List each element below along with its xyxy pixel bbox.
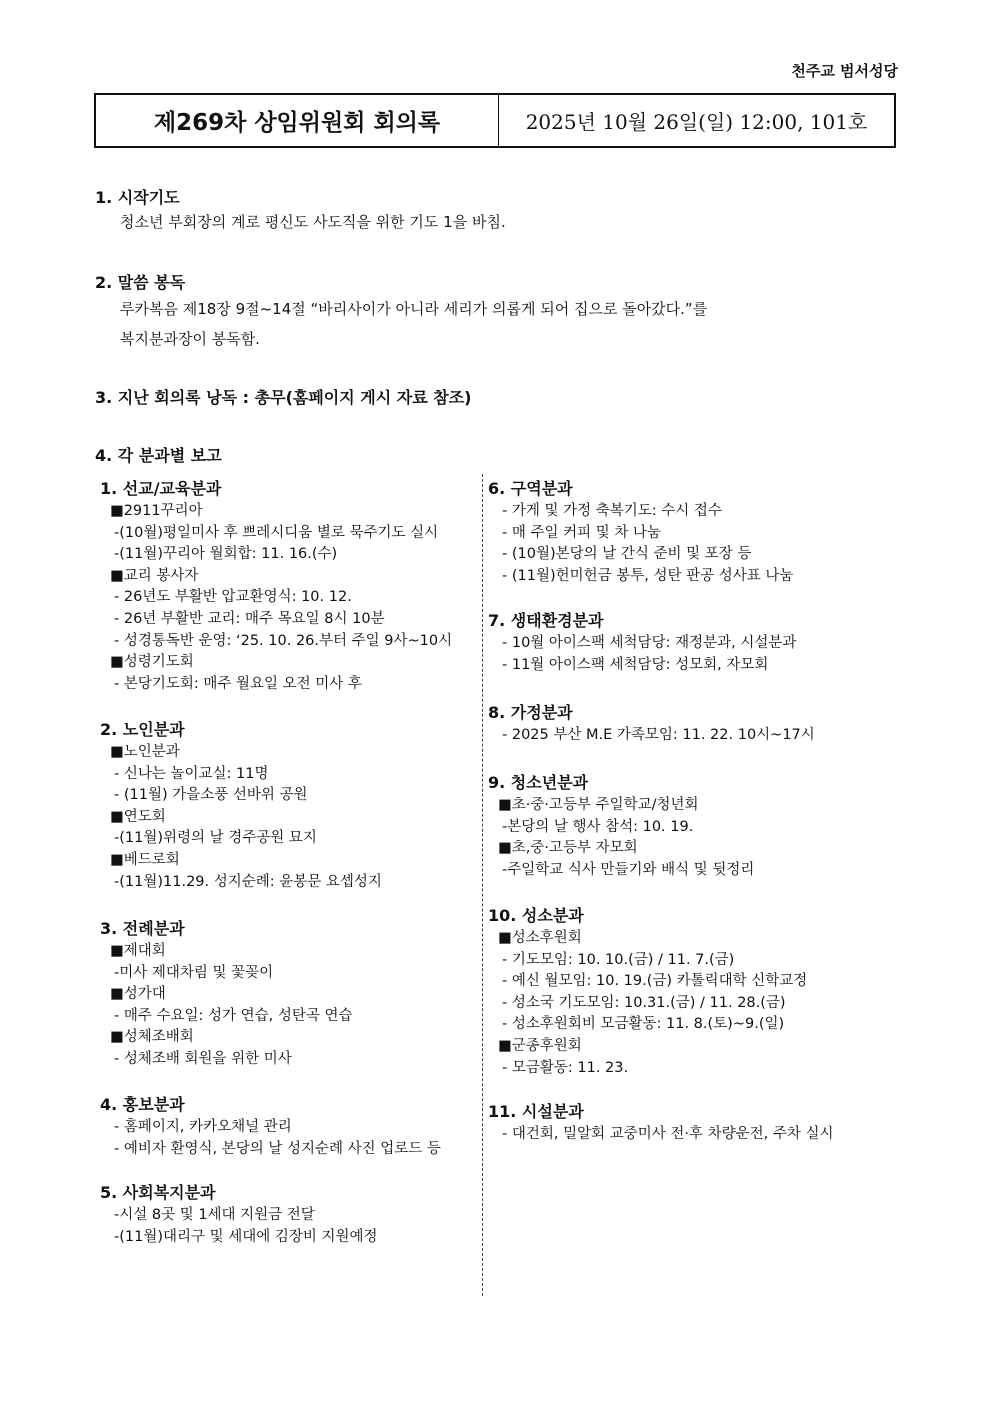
- report-item: - 가게 및 가정 축복기도: 수시 접수: [502, 503, 722, 519]
- section-heading: 8. 가정분과: [488, 703, 573, 722]
- subgroup-label: ■성체조배회: [110, 1029, 194, 1046]
- report-item: - 신나는 놀이교실: 11명: [114, 765, 269, 782]
- report-item: - 매주 수요일: 성가 연습, 성탄곡 연습: [114, 1007, 353, 1024]
- report-section: [488, 1101, 872, 1146]
- subgroup-label: ■성령기도회: [110, 654, 194, 671]
- report-section: [488, 702, 815, 747]
- report-item: - 모금활동: 11. 23.: [502, 1059, 629, 1076]
- subgroup-label: ■노인분과: [110, 744, 180, 760]
- report-item: -시설 8곳 및 1세대 지원금 전달: [114, 1207, 315, 1223]
- report-section: [488, 478, 793, 587]
- section-heading: 4. 홍보분과: [100, 1095, 185, 1114]
- report-section: [100, 918, 352, 1071]
- subgroup-label: ■초·중·고등부 주일학교/청년회: [498, 797, 699, 813]
- report-item: - 예신 월모임: 10. 19.(금) 카톨릭대학 신학교정: [502, 973, 808, 990]
- agenda-heading: 1. 시작기도: [95, 188, 180, 207]
- report-item: -미사 제대차림 및 꽃꽂이: [114, 964, 274, 981]
- subgroup-label: ■성가대: [110, 986, 166, 1003]
- column-divider: [482, 474, 483, 1296]
- report-item: - 11월 아이스팩 세척담당: 성모회, 자모회: [502, 656, 769, 673]
- report-item: -(10월)평일미사 후 쁘레시디움 별로 묵주기도 실시: [114, 524, 439, 541]
- report-item: - 성체조배 회원을 위한 미사: [114, 1050, 292, 1067]
- report-section: [488, 610, 796, 676]
- subgroup-label: ■제대회: [110, 943, 166, 959]
- report-item: - 26년도 부활반 압교환영식: 10. 12.: [114, 589, 352, 606]
- report-section: [100, 719, 382, 893]
- section-heading: 1. 선교/교육분과: [100, 479, 222, 498]
- report-section: [100, 1094, 441, 1160]
- section-heading: 3. 전례분과: [100, 919, 185, 938]
- agenda-heading: 2. 말씀 봉독: [95, 273, 186, 292]
- report-item: - 기도모임: 10. 10.(금) / 11. 7.(금): [502, 951, 735, 968]
- report-section: [488, 905, 807, 1079]
- title-box: [94, 93, 896, 148]
- subgroup-label: ■연도회: [110, 808, 166, 825]
- section-heading: 10. 성소분과: [488, 906, 584, 925]
- report-item: -(11월)대리구 및 세대에 김장비 지원예정: [114, 1228, 378, 1245]
- report-item: -(11월)꾸리아 월회합: 11. 16.(수): [114, 546, 338, 563]
- subgroup-label: ■성소후원회: [498, 930, 582, 946]
- report-section: [100, 478, 452, 695]
- report-item: - 26년 부활반 교리: 매주 목요일 8시 10분: [114, 610, 385, 627]
- report-item: - 성소국 기도모임: 10.31.(금) / 11. 28.(금): [502, 994, 786, 1011]
- report-item: - (10월)본당의 날 간식 준비 및 포장 등: [502, 546, 752, 563]
- agenda-text: 복지분과장이 봉독함.: [120, 330, 260, 348]
- report-item: -(11월)11.29. 성지순례: 윤봉문 요셉성지: [114, 873, 382, 890]
- report-item: - 본당기도회: 매주 월요일 오전 미사 후: [114, 675, 362, 692]
- report-item: -본당의 날 행사 참석: 10. 19.: [502, 818, 694, 835]
- section-heading: 11. 시설분과: [488, 1102, 584, 1121]
- report-item: - 2025 부산 M.E 가족모임: 11. 22. 10시~17시: [502, 727, 815, 743]
- subgroup-label: ■초,중·고등부 자모회: [498, 840, 638, 857]
- subgroup-label: ■군종후원회: [498, 1037, 582, 1054]
- section-heading: 2. 노인분과: [100, 720, 185, 739]
- section-heading: 7. 생태환경분과: [488, 611, 604, 630]
- report-section: [488, 772, 754, 881]
- report-item: - (11월) 가을소풍 선바위 공원: [114, 787, 308, 804]
- meeting-date: 2025년 10월 26일(일) 12:00, 101호: [525, 110, 868, 134]
- report-item: -주일학교 식사 만들기와 배식 및 뒷정리: [502, 861, 755, 878]
- section-heading: 5. 사회복지분과: [100, 1183, 216, 1202]
- report-item: - 10월 아이스팩 세척담당: 재정분과, 시설분과: [502, 635, 797, 651]
- report-item: - 성경통독반 운영: ‘25. 10. 26.부터 주일 9사~10시: [114, 632, 453, 649]
- section-heading: 6. 구역분과: [488, 479, 573, 498]
- subgroup-label: ■2911꾸리아: [110, 503, 203, 519]
- parish-name: 천주교 범서성당: [791, 62, 898, 80]
- agenda-heading: 4. 각 분과별 보고: [95, 446, 222, 465]
- subgroup-label: ■베드로회: [110, 851, 180, 868]
- agenda-text: 청소년 부회장의 계로 평신도 사도직을 위한 기도 1을 바침.: [120, 213, 506, 231]
- report-item: -(11월)위령의 날 경주공원 묘지: [114, 830, 317, 847]
- report-item: - 예비자 환영식, 본당의 날 성지순례 사진 업로드 등: [114, 1140, 441, 1157]
- document-title: 제269차 상임위원회 회의록: [96, 95, 499, 146]
- report-section: [100, 1182, 378, 1248]
- agenda-heading: 3. 지난 회의록 낭독 : 총무(홈페이지 게시 자료 참조): [95, 388, 472, 407]
- report-item: - 홈페이지, 카카오채널 관리: [114, 1119, 292, 1135]
- subgroup-label: ■교리 봉사자: [110, 567, 199, 584]
- report-item: - 매 주일 커피 및 차 나눔: [502, 524, 661, 541]
- section-heading: 9. 청소년분과: [488, 773, 589, 792]
- report-item: - (11월)헌미헌금 봉투, 성탄 판공 성사표 나눔: [502, 567, 794, 584]
- report-item: - 성소후원회비 모금활동: 11. 8.(토)~9.(일): [502, 1016, 785, 1033]
- report-item: - 대건회, 밀알회 교중미사 전·후 차량운전, 주차 실시: [502, 1126, 834, 1142]
- agenda-text: 루카복음 제18장 9절~14절 “바리사이가 아니라 세리가 의롭게 되어 집으로 돌아갔다.”를: [120, 300, 708, 318]
